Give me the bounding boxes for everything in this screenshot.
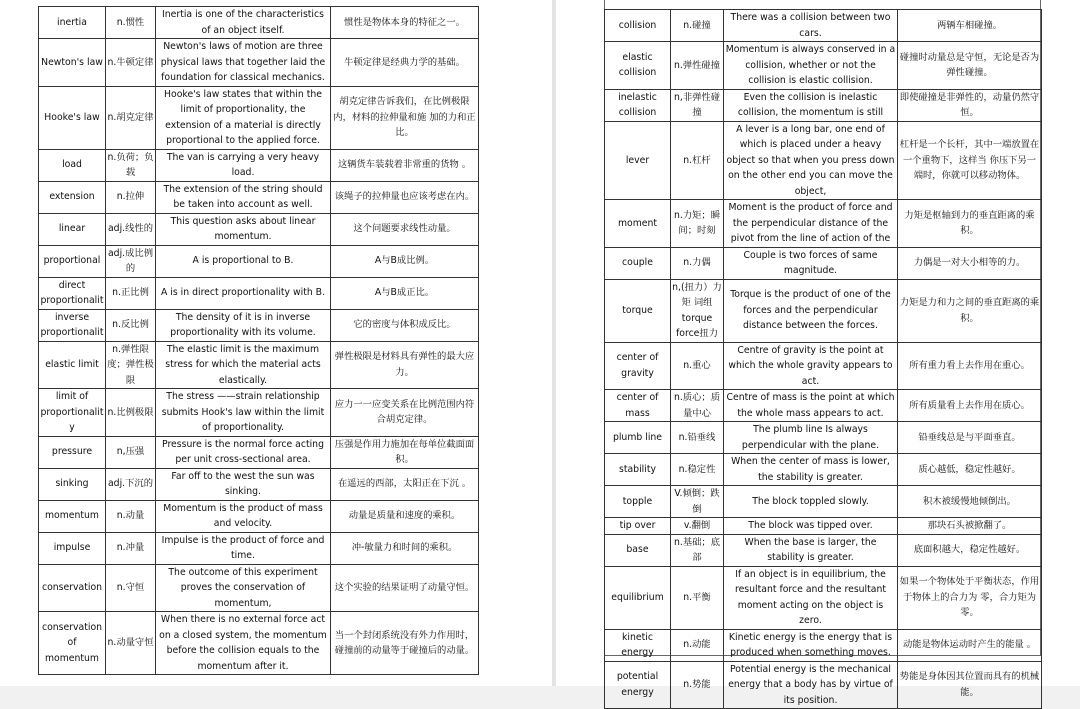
chinese-translation-cell: 这辆货车装载着非常重的货物 。 [331, 149, 479, 181]
english-example-cell: Inertia is one of the characteristics of an object itself. [156, 7, 331, 39]
table-row [605, 279, 1042, 342]
term-cell: sinking [39, 468, 106, 500]
term-cell: inertia [39, 7, 106, 39]
english-example-cell: Far off to the west the sun was sinking. [156, 468, 331, 500]
english-example-cell: This question asks about linear momentum. [156, 213, 331, 245]
pos-cell: n,压强 [106, 436, 156, 468]
pos-cell: adj.成比例的 [106, 245, 156, 277]
pos-cell: n.正比例 [106, 277, 156, 309]
table-row [39, 389, 479, 437]
table-row [39, 86, 479, 149]
pos-cell: n.稳定性 [671, 454, 724, 486]
english-example-cell: Moment is the product of force and the perpendicular distance of the pivot from the line of action of the [724, 200, 898, 248]
term-cell: plumb line [605, 422, 671, 454]
pos-cell: n.杠杆 [671, 121, 724, 200]
english-example-cell: The extension of the string should be taken into account as well. [156, 181, 331, 213]
table-row [39, 436, 479, 468]
chinese-translation-cell: 应力一一应变关系在比例范围内符合胡克定律。 [331, 389, 479, 437]
pos-cell: n.弹性限度；弹性极限 [106, 341, 156, 389]
chinese-translation-cell: 力矩是力和力之间的垂直距离的乘积。 [898, 279, 1042, 342]
chinese-translation-cell: 如果一个物体处于平衡状态，作用于物体上的合力为 零，合力矩为零。 [898, 566, 1042, 629]
table-row [605, 10, 1042, 42]
pos-cell: n.胡克定律 [106, 86, 156, 149]
pos-cell: n.反比例 [106, 309, 156, 341]
english-example-cell: A lever is a long bar, one end of which is placed under a heavy object so that when you press down on the other end you can move the object, [724, 121, 898, 200]
english-example-cell: Couple is two forces of same magnitude. [724, 247, 898, 279]
english-example-cell: Kinetic energy is the energy that is produced when something moves. [724, 629, 898, 661]
chinese-translation-cell: 积木被缓慢地倾倒出。 [898, 486, 1042, 518]
term-cell: load [39, 149, 106, 181]
english-example-cell: Momentum is the product of mass and velocity. [156, 500, 331, 532]
chinese-translation-cell: 所有重力看上去作用在重心。 [898, 342, 1042, 390]
chinese-translation-cell: 弹性极限是材料具有弹性的最大应力。 [331, 341, 479, 389]
table-row [39, 612, 479, 675]
pos-cell: v.翻倒 [671, 518, 724, 535]
chinese-translation-cell: 力矩是枢轴到力的垂直距离的乘积。 [898, 200, 1042, 248]
chinese-translation-cell: 质心越低，稳定性越好。 [898, 454, 1042, 486]
table-row [605, 342, 1042, 390]
chinese-translation-cell: 碰撞时动量总是守恒，无论是否为弹性碰撞。 [898, 42, 1042, 90]
chinese-translation-cell: 牛顿定律是经典力学的基础。 [331, 39, 479, 87]
chinese-translation-cell: 这个问题要求线性动量。 [331, 213, 479, 245]
pos-cell: n,(扭力）力矩 词组 torque force扭力 [671, 279, 724, 342]
term-cell: conservation [39, 564, 106, 612]
pos-cell: n.守恒 [106, 564, 156, 612]
pos-cell: n.比例极限 [106, 389, 156, 437]
chinese-translation-cell: 所有质量看上去作用在质心。 [898, 390, 1042, 422]
term-cell: inelastic collision [605, 89, 671, 121]
table-row [605, 454, 1042, 486]
table-row [39, 7, 479, 39]
pos-cell: n,非弹性碰撞 [671, 89, 724, 121]
term-cell: tip over [605, 518, 671, 535]
english-example-cell: A is in direct proportionality with B. [156, 277, 331, 309]
pos-cell: n.惯性 [106, 7, 156, 39]
term-cell: momentum [39, 500, 106, 532]
chinese-translation-cell: 该绳子的拉伸量也应该考虑在内。 [331, 181, 479, 213]
pos-cell: n.冲量 [106, 532, 156, 564]
english-example-cell: Hooke's law states that within the limit of proportionality, the extension of a material is directly proportional to the applied force. [156, 86, 331, 149]
pos-cell: n.质心；质量中心 [671, 390, 724, 422]
table-row [605, 661, 1042, 709]
pos-cell: n.重心 [671, 342, 724, 390]
english-example-cell: Centre of mass is the point at which the whole mass appears to act. [724, 390, 898, 422]
chinese-translation-cell: 冲-敏量力和时间的乘积。 [331, 532, 479, 564]
english-example-cell: Torque is the product of one of the forces and the perpendicular distance between the forces. [724, 279, 898, 342]
pos-cell: adj.下沉的 [106, 468, 156, 500]
chinese-translation-cell: 那块石头被掀翻了。 [898, 518, 1042, 535]
term-cell: elastic limit [39, 341, 106, 389]
term-cell: stability [605, 454, 671, 486]
left-page [0, 0, 552, 686]
chinese-translation-cell: 力偶是一对大小相等的力。 [898, 247, 1042, 279]
english-example-cell: When the base is larger, the stability is greater. [724, 534, 898, 566]
english-example-cell: The van is carrying a very heavy load. [156, 149, 331, 181]
term-cell: direct proportionalit [39, 277, 106, 309]
chinese-translation-cell: A与B成比例。 [331, 245, 479, 277]
term-cell: limit of proportionalit y [39, 389, 106, 437]
english-example-cell: The outcome of this experiment proves the conservation of momentum, [156, 564, 331, 612]
term-cell: elastic collision [605, 42, 671, 90]
table-row [39, 245, 479, 277]
chinese-translation-cell: 这个实验的结果证明了动量守恒。 [331, 564, 479, 612]
table-row [39, 341, 479, 389]
table-row [605, 89, 1042, 121]
table-row [39, 149, 479, 181]
term-cell: potential energy [605, 661, 671, 709]
table-row [605, 534, 1042, 566]
chinese-translation-cell: 它的密度与体积成反比。 [331, 309, 479, 341]
term-cell: impulse [39, 532, 106, 564]
term-cell: equilibrium [605, 566, 671, 629]
table-row [39, 564, 479, 612]
chinese-translation-cell: 两辆车相碰撞。 [898, 10, 1042, 42]
english-example-cell: The density of it is in inverse proportionality with its volume. [156, 309, 331, 341]
english-example-cell: Potential energy is the mechanical energy that a body has by virtue of its position. [724, 661, 898, 709]
table-row [605, 200, 1042, 248]
chinese-translation-cell: 势能是身体因其位置而具有的机械能。 [898, 661, 1042, 709]
pos-cell: n.力偶 [671, 247, 724, 279]
right-page [556, 0, 1080, 706]
pos-cell: n.动量 [106, 500, 156, 532]
chinese-translation-cell: 杠杆是一个长杆，其中一端放置在一个重物下，这样当 你压下另一端时，你就可以移动物体。 [898, 121, 1042, 200]
chinese-translation-cell: 胡克定律告诉我们，在比例极限内，材料的拉伸量和施 加的力和正比。 [331, 86, 479, 149]
pos-cell: V.倾倒；跌倒 [671, 486, 724, 518]
table-row [39, 181, 479, 213]
term-cell: center of mass [605, 390, 671, 422]
term-cell: topple [605, 486, 671, 518]
chinese-translation-cell: 动能是物体运动时产生的能量 。 [898, 629, 1042, 661]
term-cell: proportional [39, 245, 106, 277]
english-example-cell: Pressure is the normal force acting per unit cross-sectional area. [156, 436, 331, 468]
pos-cell: n.牛顿定律 [106, 39, 156, 87]
chinese-translation-cell: 在遥远的西部，太阳正在下沉 。 [331, 468, 479, 500]
table-row [605, 422, 1042, 454]
english-example-cell: The elastic limit is the maximum stress for which the material acts elastically. [156, 341, 331, 389]
chinese-translation-cell: 动量是质量和速度的乘积。 [331, 500, 479, 532]
table-row [605, 566, 1042, 629]
term-cell: torque [605, 279, 671, 342]
english-example-cell: The stress ——strain relationship submits Hook's law within the limit of proportionality. [156, 389, 331, 437]
table-row [605, 121, 1042, 200]
english-example-cell: Momentum is always conserved in a collision, whether or not the collision is elastic collision. [724, 42, 898, 90]
pos-cell: n.弹性碰撞 [671, 42, 724, 90]
pos-cell: n.动能 [671, 629, 724, 661]
term-cell: base [605, 534, 671, 566]
pos-cell: n.力矩；瞬间；时刻 [671, 200, 724, 248]
term-cell: lever [605, 121, 671, 200]
chinese-translation-cell: 压强是作用力施加在每单位截面面积。 [331, 436, 479, 468]
chinese-translation-cell: 惯性是物体本身的特征之一。 [331, 7, 479, 39]
term-cell: kinetic energy [605, 629, 671, 661]
table-row [605, 390, 1042, 422]
vocab-table-left [38, 6, 479, 675]
english-example-cell: Even the collision is inelastic collision, the momentum is still [724, 89, 898, 121]
pos-cell: n.平衡 [671, 566, 724, 629]
english-example-cell: When there is no external force act on a closed system, the momentum before the collision equals to the momentum after it. [156, 612, 331, 675]
english-example-cell: The block toppled slowly. [724, 486, 898, 518]
vocab-table-right [604, 9, 1042, 709]
term-cell: Newton's law [39, 39, 106, 87]
term-cell: linear [39, 213, 106, 245]
table-row [605, 629, 1042, 661]
term-cell: extension [39, 181, 106, 213]
term-cell: collision [605, 10, 671, 42]
table-row [39, 39, 479, 87]
term-cell: Hooke's law [39, 86, 106, 149]
chinese-translation-cell: 底面积越大，稳定性越好。 [898, 534, 1042, 566]
pos-cell: n.铅垂线 [671, 422, 724, 454]
table-row [39, 532, 479, 564]
english-example-cell: A is proportional to B. [156, 245, 331, 277]
term-cell: conservation of momentum [39, 612, 106, 675]
english-example-cell: There was a collision between two cars. [724, 10, 898, 42]
table-row [39, 500, 479, 532]
english-example-cell: Centre of gravity is the point at which the whole gravity appears to act. [724, 342, 898, 390]
pos-cell: n.基础；底部 [671, 534, 724, 566]
english-example-cell: The block was tipped over. [724, 518, 898, 535]
term-cell: couple [605, 247, 671, 279]
english-example-cell: Newton's laws of motion are three physical laws that together laid the foundation for classical mechanics. [156, 39, 331, 87]
table-row [605, 486, 1042, 518]
table-row [39, 277, 479, 309]
pos-cell: n.动量守恒 [106, 612, 156, 675]
english-example-cell: When the center of mass is lower, the stability is greater. [724, 454, 898, 486]
english-example-cell: The plumb line Is always perpendicular with the plane. [724, 422, 898, 454]
pos-cell: n.拉伸 [106, 181, 156, 213]
chinese-translation-cell: 铅垂线总是与平面垂直。 [898, 422, 1042, 454]
english-example-cell: Impulse is the product of force and time. [156, 532, 331, 564]
pos-cell: n.碰撞 [671, 10, 724, 42]
pos-cell: adj.线性的 [106, 213, 156, 245]
chinese-translation-cell: 当一个封闭系统没有外力作用时，碰撞前的动量等于碰撞后的动量。 [331, 612, 479, 675]
term-cell: center of gravity [605, 342, 671, 390]
term-cell: moment [605, 200, 671, 248]
term-cell: pressure [39, 436, 106, 468]
table-row [605, 518, 1042, 535]
table-row [39, 468, 479, 500]
pos-cell: n.势能 [671, 661, 724, 709]
chinese-translation-cell: A与B成正比。 [331, 277, 479, 309]
table-row [39, 309, 479, 341]
table-row [605, 42, 1042, 90]
term-cell: inverse proportionalit [39, 309, 106, 341]
english-example-cell: If an object is in equilibrium, the resultant force and the resultant moment acting on the object is zero. [724, 566, 898, 629]
pos-cell: n.负荷；负载 [106, 149, 156, 181]
chinese-translation-cell: 即使碰撞是非弹性的，动量仍然守恒。 [898, 89, 1042, 121]
table-row [605, 247, 1042, 279]
table-row [39, 213, 479, 245]
